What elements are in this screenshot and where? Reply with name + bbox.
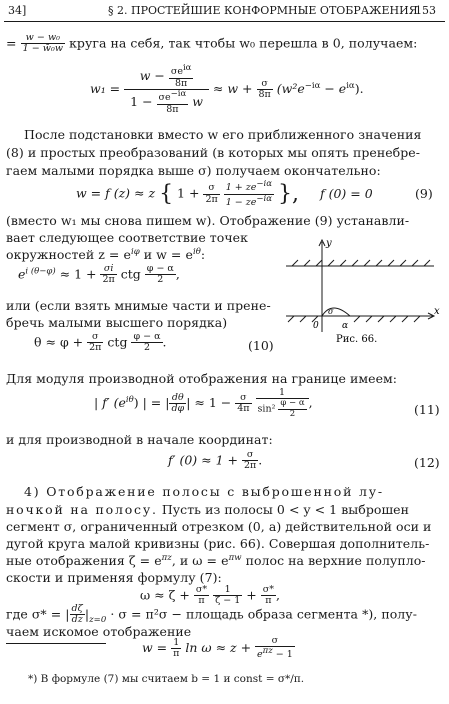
paragraph-line: вает следующее соответствие точек	[6, 230, 248, 245]
origin-label: 0	[313, 321, 319, 331]
paragraph-line: Для модуля производной отображения на границе имеем:	[6, 371, 398, 386]
footnote: *) В формуле (7) мы считаем b = 1 и const = σ*/π.	[28, 673, 305, 685]
equation-10: θ ≈ φ + $\frac{\sigma}{2\pi}$ ctg $\frac{\varphi - \alpha}{2}$ .	[34, 331, 167, 354]
equation-number: (11)	[414, 402, 440, 417]
equation-12: f′ (0) ≈ 1 + $\frac{\sigma}{2\pi}$ .	[168, 449, 263, 472]
equation-9-condition: f (0) = 0	[320, 186, 373, 201]
equation-9: w = f (z) ≈ z { 1 + $\frac{\sigma}{2\pi}$ $\frac{1 + ze^{-i\alpha}}{1 - ze^{-i\alpha}}$ },	[76, 179, 299, 208]
lower-hatching	[288, 316, 420, 322]
line-1: = $\frac{\text{w − w₀}}{\text{1 − w̄₀w}}$ круга на себя, так чтобы w₀ перешла в 0, получаем:	[6, 32, 418, 55]
segment-arc	[322, 308, 350, 316]
sigma-label: σ	[328, 307, 334, 316]
equation-11: | f′ $(e^{i\theta})$ | = | $\frac{d\theta}{d\varphi}$ | ≈ 1 − $\frac{\sigma}{4\pi}$ 1 sin² $\frac{\varphi - \alpha}{2}$ ,	[94, 387, 313, 419]
paragraph-line: После подстановки вместо w его приближенного значения	[24, 127, 422, 142]
alpha-label: α	[342, 321, 349, 331]
y-axis-label: y	[326, 238, 332, 249]
equation-number: (10)	[248, 338, 274, 353]
equation-number: (12)	[414, 455, 440, 470]
paragraph-line: где σ* = | $\frac{d\zeta}{dz}$ $|_{z=0} \cdot \sigma = \pi^2\sigma$ − площадь образа сегмента *), полу-	[6, 603, 417, 626]
paragraph-line: ночкой на полосу. Пусть из полосы 0 < y < 1 выброшен	[6, 502, 410, 517]
page-number-left: 34]	[8, 4, 27, 17]
footnote-rule	[6, 643, 106, 644]
equation-w1: w₁ = w − $\frac{\sigma e^{i\alpha}}{8\pi}$ 1 − $\frac{\sigma e^{-i\alpha}}{8\pi}$ w ≈ w + $\frac{\sigma}{8\pi}$ $(w^2e^{-i\alpha} - e^{i\alpha})$.	[90, 63, 364, 115]
upper-hatching	[292, 260, 430, 266]
paragraph-line: бречь малыми высшего порядка)	[6, 315, 228, 330]
paragraph-line: ные отображения $\zeta = e^{\pi z}$, и $\omega = e^{\pi w}$ полос на верхние полупло-	[6, 553, 426, 569]
paragraph-line: (8) и простых преобразований (в которых мы опять пренебре-	[6, 145, 420, 160]
x-axis-label: x	[434, 306, 440, 317]
paragraph-line: 4) Отображение полосы с выброшенной лу-	[24, 484, 384, 499]
header-rule	[4, 21, 445, 22]
figure-66	[284, 236, 444, 346]
fraction: w − $\frac{\sigma e^{i\alpha}}{8\pi}$ 1 − $\frac{\sigma e^{-i\alpha}}{8\pi}$ w	[124, 64, 209, 115]
section-title: § 2. ПРОСТЕЙШИЕ КОНФОРМНЫЕ ОТОБРАЖЕНИЯ	[108, 4, 418, 17]
equation-final: w = $\frac{1}{\pi}$ ln ω ≈ z + $\frac{\sigma}{e^{\pi z} - 1}$	[142, 635, 293, 661]
equation-omega: ω ≈ ζ + $\frac{\sigma*}{\pi}$ $\frac{1}{\zeta - 1}$ + $\frac{\sigma*}{\pi}$ ,	[140, 584, 280, 607]
equation-number: (9)	[415, 186, 433, 201]
paragraph-line: гаем малыми порядка выше σ) получаем окончательно:	[6, 163, 381, 178]
paragraph-line: окружностей $z = e^{i\varphi}$ и $w = e^{i\theta}$:	[6, 247, 206, 263]
figure-caption: Рис. 66.	[336, 334, 378, 345]
paragraph-line: дугой круга малой кривизны (рис. 66). Совершая дополнитель-	[6, 536, 430, 551]
fraction: $\frac{\text{w − w₀}}{\text{1 − w̄₀w}}$	[22, 32, 64, 55]
equation-exp: $e^{i (\theta-\varphi)} \approx 1$ + $\frac{\sigma i}{2\pi}$ ctg $\frac{\varphi - \alpha}{2}$ ,	[18, 263, 180, 286]
paragraph-line: и для производной в начале координат:	[6, 432, 273, 447]
paragraph-line: скости и применяя формулу (7):	[6, 570, 222, 585]
paragraph-line: сегмент σ, ограниченный отрезком (0, a) действительной оси и	[6, 519, 432, 534]
page-number-right: 153	[415, 4, 436, 17]
paragraph-line: или (если взять мнимые части и прене-	[6, 298, 271, 313]
paragraph-line: (вместо w₁ мы снова пишем w). Отображение (9) устанавли-	[6, 213, 410, 228]
paragraph-line: чаем искомое отображение	[6, 624, 192, 639]
